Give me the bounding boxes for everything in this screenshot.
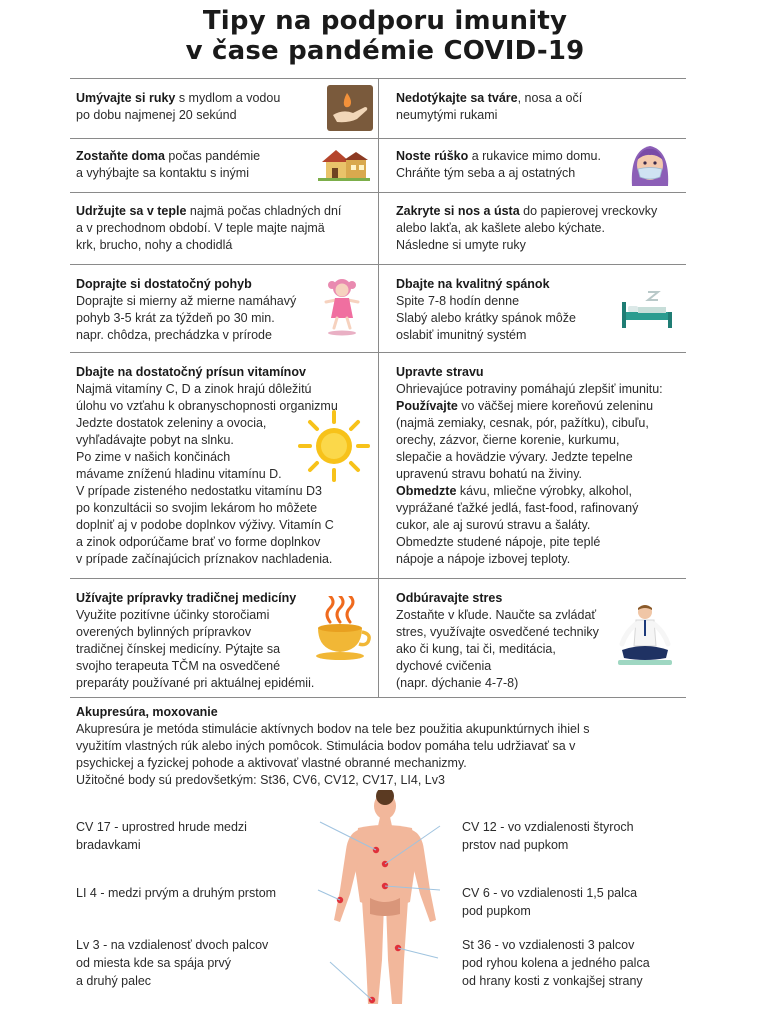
acupoint-cv12-label: CV 12 - vo vzdialenosti štyroch prstov nad pupkom (462, 820, 634, 852)
hand-wash-icon (327, 85, 373, 131)
tip-nedotykat-tvare: Nedotýkajte sa tváre, nosa a očí neumytými rukami (396, 91, 583, 122)
acupoint-cv17-label: CV 17 - uprostred hrude medzi bradavkami (76, 820, 247, 852)
tip-stres: Odbúravajte stres Zostaňte v kľude. Naučte sa zvládať stres, využívajte osvedčené techniky ako či kung, tai či, meditácia, dychové cvičenia (napr. dýchanie 4-7-8) (396, 591, 599, 690)
tip-zakryte-nos: Zakryte si nos a ústa do papierovej vreckovky alebo lakťa, ak kašlete alebo kýchate. Následne si umyte ruky (396, 204, 658, 252)
title-line-2: v čase pandémie COVID-19 (185, 36, 585, 66)
tip-strava: Upravte stravu Ohrievajúce potraviny pomáhajú zlepšiť imunitu: Používajte vo väčšej miere koreňovú zeleninu (najmä zemiaky, cesnak, pór, pažítku), cibuľu, orechy, zázvor, čierne korenie, kurkumu, slepačie a hovädzie vývary. Jedzte tepelne upravenú stravu bohatú na živiny. Obmedzte kávu, mliečne výrobky, alkohol, vyprážané ťažké jedlá, fast-food, rafinovaný cukor, ale aj surovú stravu a šaláty. Obmedzte studené nápoje, pite teplé nápoje a nápoje izbovej teploty. (396, 365, 663, 566)
house-icon (318, 146, 370, 182)
column-divider (378, 78, 379, 698)
tip-zostante-doma: Zostaňte doma počas pandémie a vyhýbajte sa kontaktu s inými (76, 149, 261, 180)
tea-cup-icon (310, 596, 372, 662)
tip-spanok: Dbajte na kvalitný spánok Spite 7-8 hodín denne Slabý alebo krátky spánok môže oslabiť imunitný systém (396, 277, 576, 342)
page-title (0, 6, 770, 66)
tip-pohyb: Doprajte si dostatočný pohyb Doprajte si mierny až mierne namáhavý pohyb 3-5 krát za týždeň po 30 min. napr. chôdza, prechádzka v prírode (76, 277, 297, 342)
face-mask-woman-icon (626, 140, 674, 188)
title-line-1: Tipy na podporu imunity (202, 6, 568, 36)
tip-umyvanie-ruk: Umývajte si ruky s mydlom a vodou po dobu najmenej 20 sekúnd (76, 91, 281, 122)
acupoint-lv3-label: Lv 3 - na vzdialenosť dvoch palcov od miesta kde sa spája prvý a druhý palec (76, 938, 269, 988)
meditating-man-icon (616, 602, 674, 668)
bed-icon (618, 290, 674, 330)
tip-noste-rusko: Noste rúško a rukavice mimo domu. Chráňte tým seba a aj ostatných (396, 149, 601, 180)
tip-vitaminy: Dbajte na dostatočný prísun vitamínov Najmä vitamíny C, D a zinok hrajú dôležitú úlohu vo vzťahu k obranyschopnosti organizmu Jedzte dostatok zeleniny a ovocia, vyhľadávajte pobyt na slnku. Po zime v našich končinách mávame zníženú hladinu vitamínu D. V prípade zisteného nedostatku vitamínu D3 po konzultácii so svojim lekárom ho môžete doplniť aj v podobe doplnkov výživy. Vitamín C a zinok odporúčame brať vo forme doplnkov v prípade začínajúcich príznakov nachladenia. (76, 365, 338, 566)
jumping-girl-icon (320, 276, 364, 336)
akupresura-section: Akupresúra, moxovanie Akupresúra je metóda stimulácie aktívnych bodov na tele bez použitia akupunktúrnych ihiel s využitím vlastných rúk alebo iných pomôcok. Stimulácia bodov pomáha telu udržiavať sa v psychickej a fyzickej pohode a aktivovať vlastné obranné mechanizmy. Užitočné body sú predovšetkým: St36, CV6, CV12, CV17, LI4, Lv3 (76, 705, 590, 787)
tip-udrzujte-teplo: Udržujte sa v teple najmä počas chladných dní a v prechodnom období. V teple majte najmä krk, brucho, nohy a chodidlá (76, 204, 342, 252)
acupoint-cv6-label: CV 6 - vo vzdialenosti 1,5 palca pod pupkom (462, 886, 638, 918)
tip-tradicna-medicina: Užívajte prípravky tradičnej medicíny Využite pozitívne účinky storočiami overených bylinných prípravkov tradičnej čínskej medicíny. Pýtajte sa svojho terapeuta TČM na osvedčené preparáty používané pri aktuálnej epidémii. (76, 591, 315, 690)
acupoint-st36-label: St 36 - vo vzdialenosti 3 palcov pod ryhou kolena a jedného palca od hrany kosti z vonkajšej strany (462, 938, 650, 988)
acupoint-li4-label: LI 4 - medzi prvým a druhým prstom (76, 886, 277, 900)
human-body-icon (300, 790, 470, 1012)
sun-icon (296, 408, 372, 484)
